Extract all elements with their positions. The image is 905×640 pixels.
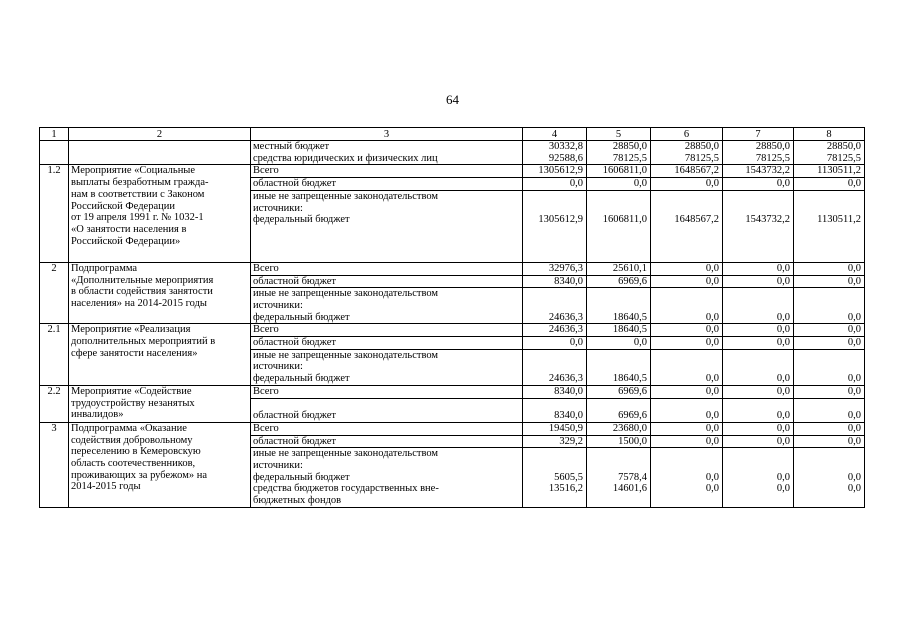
value-cell: 1648567,2 bbox=[651, 165, 723, 178]
value-cell: 1305612,9 bbox=[523, 165, 587, 178]
source-label: иные не запрещенные законодательством источники: федеральный бюджет bbox=[251, 190, 523, 262]
header-cell: 3 bbox=[251, 128, 523, 141]
value-cell: 6969,6 bbox=[587, 398, 651, 422]
source-total-label: Всего bbox=[251, 165, 523, 178]
value-cell: 0,0 bbox=[523, 337, 587, 350]
row-name bbox=[69, 141, 251, 165]
value-cell: 0,0 bbox=[651, 398, 723, 422]
value-cell: 24636,3 bbox=[523, 349, 587, 385]
value-cell: 1543732,2 bbox=[723, 165, 794, 178]
row-number: 2.1 bbox=[40, 324, 69, 386]
page-number: 64 bbox=[446, 92, 459, 107]
source-total-label: Всего bbox=[251, 324, 523, 337]
value-cell: 23680,0 bbox=[587, 422, 651, 435]
source-total-label: Всего bbox=[251, 385, 523, 398]
value-cell: 1130511,2 bbox=[794, 165, 865, 178]
value-cell: 6969,6 bbox=[587, 385, 651, 398]
row-name: Мероприятие «Реализация дополнительных мероприятий в сфере занятости населения» bbox=[69, 324, 251, 386]
table-row bbox=[40, 324, 865, 337]
value-cell: 0,0 bbox=[794, 275, 865, 288]
value-cell: 0,0 bbox=[651, 435, 723, 448]
value-cell: 0,0 bbox=[794, 324, 865, 337]
value-cell: 28850,0 78125,5 bbox=[587, 141, 651, 165]
row-number: 2 bbox=[40, 262, 69, 324]
value-cell: 0,0 bbox=[523, 178, 587, 191]
value-cell: 0,0 0,0 bbox=[651, 448, 723, 508]
value-cell: 0,0 bbox=[794, 385, 865, 398]
value-cell: 0,0 bbox=[794, 288, 865, 324]
row-name: Мероприятие «Социальные выплаты безработным гражда- нам в соответствии с Законом Российской Федерации от 19 апреля 1991 г. № 1032-1 «О занятости населения в Российской Федерации» bbox=[69, 165, 251, 262]
value-cell: 0,0 bbox=[794, 178, 865, 191]
value-cell: 28850,0 78125,5 bbox=[794, 141, 865, 165]
row-number: 2.2 bbox=[40, 385, 69, 422]
header-cell: 5 bbox=[587, 128, 651, 141]
source-label: иные не запрещенные законодательством источники: федеральный бюджет средства бюджетов государственных вне- бюджетных фондов bbox=[251, 448, 523, 508]
value-cell: 0,0 bbox=[651, 349, 723, 385]
header-cell: 2 bbox=[69, 128, 251, 141]
value-cell: 32976,3 bbox=[523, 262, 587, 275]
value-cell: 0,0 bbox=[794, 262, 865, 275]
value-cell: 0,0 bbox=[794, 337, 865, 350]
source-label: областной бюджет bbox=[251, 178, 523, 191]
value-cell: 1305612,9 bbox=[523, 190, 587, 262]
value-cell: 0,0 bbox=[723, 275, 794, 288]
source-label: иные не запрещенные законодательством источники: федеральный бюджет bbox=[251, 288, 523, 324]
value-cell: 5605,5 13516,2 bbox=[523, 448, 587, 508]
value-cell: 6969,6 bbox=[587, 275, 651, 288]
value-cell: 1130511,2 bbox=[794, 190, 865, 262]
value-cell: 0,0 bbox=[723, 435, 794, 448]
source-cell bbox=[251, 141, 523, 165]
value-cell: 1500,0 bbox=[587, 435, 651, 448]
value-cell: 19450,9 bbox=[523, 422, 587, 435]
value-cell: 0,0 0,0 bbox=[723, 448, 794, 508]
value-cell: 28850,0 78125,5 bbox=[651, 141, 723, 165]
header-cell: 6 bbox=[651, 128, 723, 141]
value-cell: 1543732,2 bbox=[723, 190, 794, 262]
header-row bbox=[40, 128, 865, 141]
table-row bbox=[40, 422, 865, 435]
value-cell: 28850,0 78125,5 bbox=[723, 141, 794, 165]
value-cell: 0,0 bbox=[723, 385, 794, 398]
row-name: Подпрограмма «Оказание содействия добровольному переселению в Кемеровскую область соотечественников, проживающих за рубежом» на 2014-2015 годы bbox=[69, 422, 251, 507]
value-cell: 0,0 bbox=[651, 262, 723, 275]
value-cell: 0,0 bbox=[651, 385, 723, 398]
table-row bbox=[40, 262, 865, 275]
value-cell: 0,0 bbox=[723, 288, 794, 324]
table-row bbox=[40, 165, 865, 178]
source-total-label: Всего bbox=[251, 262, 523, 275]
value-cell: 30332,8 92588,6 bbox=[523, 141, 587, 165]
value-cell: 0,0 bbox=[794, 349, 865, 385]
value-cell: 24636,3 bbox=[523, 288, 587, 324]
value-cell: 24636,3 bbox=[523, 324, 587, 337]
row-number: 3 bbox=[40, 422, 69, 507]
value-cell: 8340,0 bbox=[523, 398, 587, 422]
value-cell: 0,0 bbox=[587, 337, 651, 350]
value-cell: 0,0 bbox=[651, 324, 723, 337]
header-cell: 8 bbox=[794, 128, 865, 141]
source-label: областной бюджет bbox=[251, 398, 523, 422]
source-label: областной бюджет bbox=[251, 275, 523, 288]
row-number bbox=[40, 141, 69, 165]
value-cell: 329,2 bbox=[523, 435, 587, 448]
source-label: средства юридических и физических лиц bbox=[253, 152, 438, 164]
value-cell: 0,0 bbox=[651, 422, 723, 435]
value-cell: 0,0 bbox=[723, 398, 794, 422]
value-cell: 0,0 bbox=[723, 324, 794, 337]
value-cell: 8340,0 bbox=[523, 275, 587, 288]
value-cell: 25610,1 bbox=[587, 262, 651, 275]
source-label: местный бюджет bbox=[253, 141, 330, 152]
header-cell: 1 bbox=[40, 128, 69, 141]
header-cell: 4 bbox=[523, 128, 587, 141]
value-cell: 0,0 bbox=[723, 349, 794, 385]
value-cell: 0,0 bbox=[651, 288, 723, 324]
value-cell: 0,0 bbox=[794, 398, 865, 422]
row-name: Мероприятие «Содействие трудоустройству незанятых инвалидов» bbox=[69, 385, 251, 422]
row-name: Подпрограмма «Дополнительные мероприятия в области содействия занятости населения» на 2014-2015 годы bbox=[69, 262, 251, 324]
value-cell: 0,0 bbox=[651, 337, 723, 350]
value-cell: 18640,5 bbox=[587, 288, 651, 324]
value-cell: 1606811,0 bbox=[587, 165, 651, 178]
value-cell: 0,0 bbox=[723, 262, 794, 275]
value-cell: 1648567,2 bbox=[651, 190, 723, 262]
value-cell: 0,0 0,0 bbox=[794, 448, 865, 508]
source-label: иные не запрещенные законодательством источники: федеральный бюджет bbox=[251, 349, 523, 385]
source-total-label: Всего bbox=[251, 422, 523, 435]
value-cell: 0,0 bbox=[723, 337, 794, 350]
source-label: областной бюджет bbox=[251, 435, 523, 448]
value-cell: 0,0 bbox=[794, 422, 865, 435]
value-cell: 1606811,0 bbox=[587, 190, 651, 262]
value-cell: 0,0 bbox=[651, 275, 723, 288]
table-row bbox=[40, 385, 865, 398]
table-row bbox=[40, 141, 865, 165]
header-cell: 7 bbox=[723, 128, 794, 141]
value-cell: 0,0 bbox=[651, 178, 723, 191]
value-cell: 0,0 bbox=[723, 178, 794, 191]
budget-table bbox=[39, 127, 865, 508]
source-label: областной бюджет bbox=[251, 337, 523, 350]
value-cell: 0,0 bbox=[587, 178, 651, 191]
row-number: 1.2 bbox=[40, 165, 69, 262]
value-cell: 18640,5 bbox=[587, 324, 651, 337]
value-cell: 0,0 bbox=[723, 422, 794, 435]
value-cell: 8340,0 bbox=[523, 385, 587, 398]
value-cell: 0,0 bbox=[794, 435, 865, 448]
value-cell: 18640,5 bbox=[587, 349, 651, 385]
value-cell: 7578,4 14601,6 bbox=[587, 448, 651, 508]
